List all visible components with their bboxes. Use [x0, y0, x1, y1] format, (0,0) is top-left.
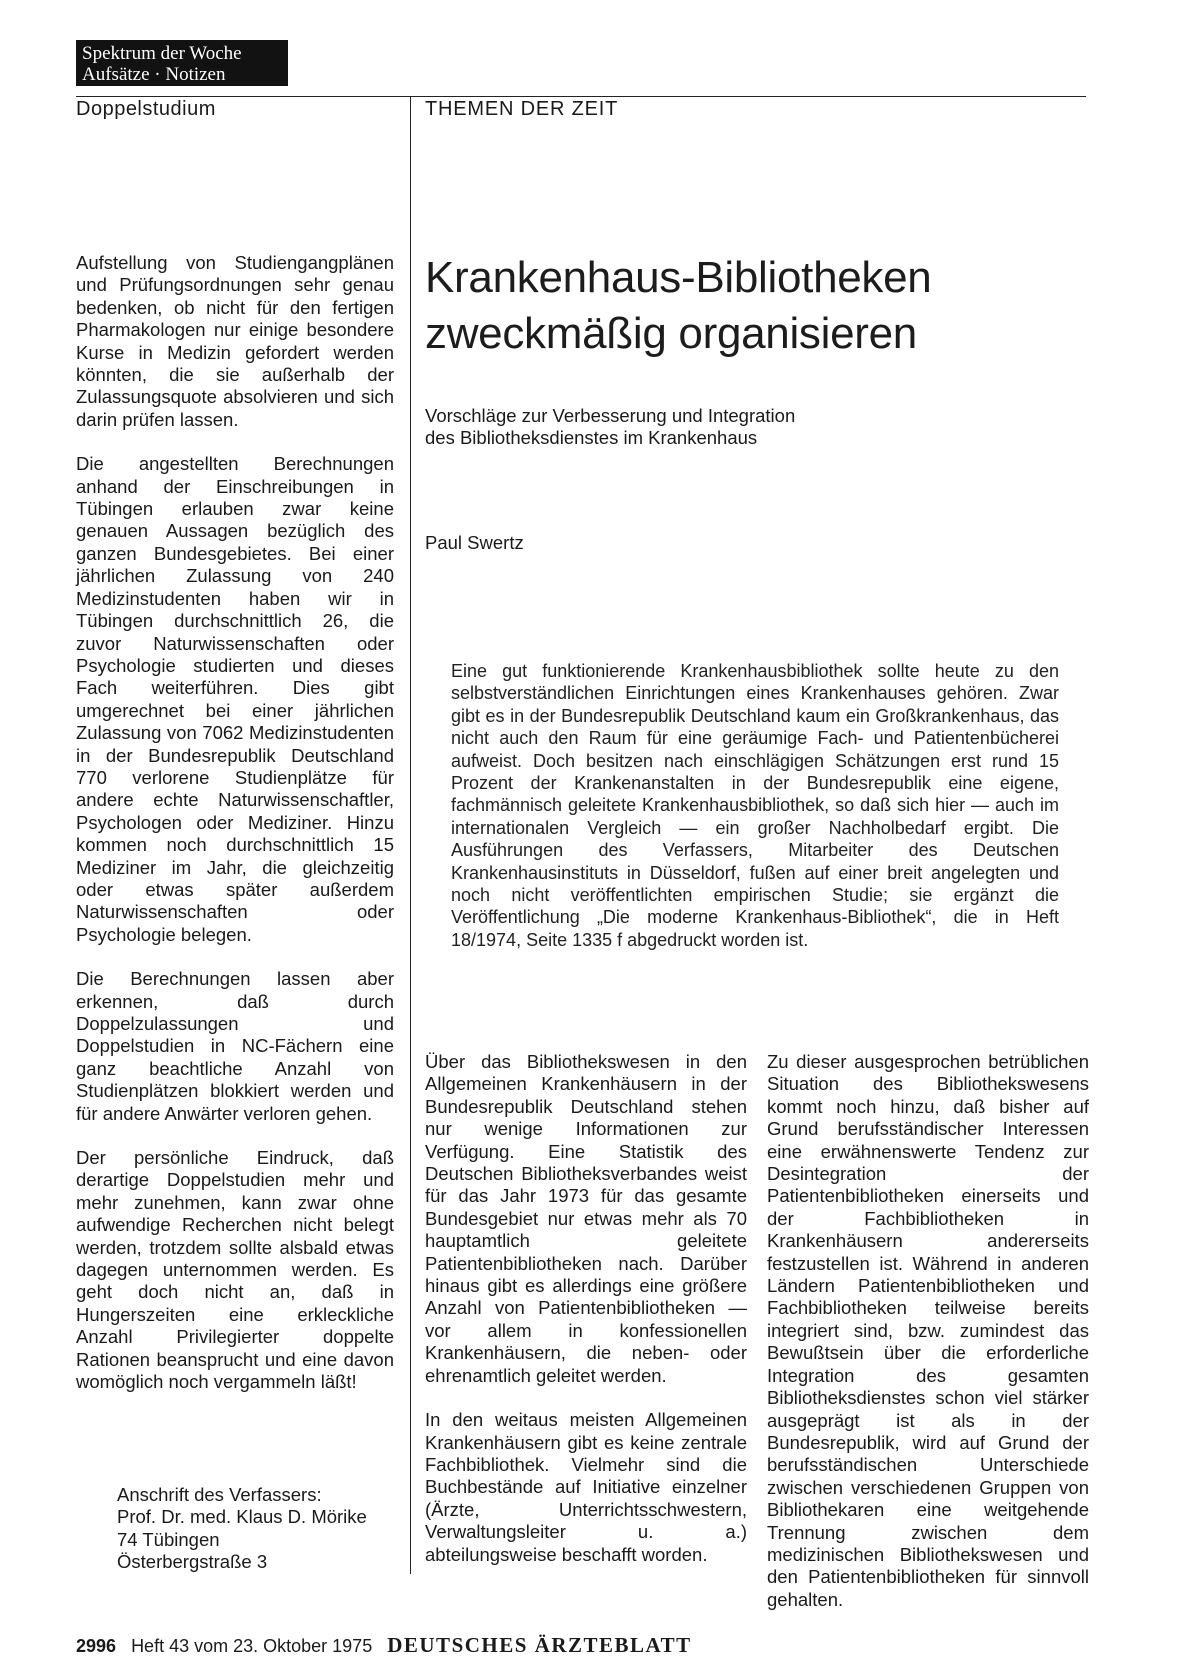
left-paragraph-2: Die angestellten Berechnungen anhand der Einschreibungen in Tübingen erlauben zwar keine genauen Aussagen bezüglich des ganzen Bundesgebietes. Bei einer jährlichen Zulassung von 240 Medizinstudenten haben wir in Tübingen durchschnittlich 26, die zuvor Naturwissenschaften oder Psychologie studierten und dieses Fach weiterführen. Dies gibt umgerechnet bei einer jährlichen Zulassung von 7062 Medizinstudenten in der Bundesrepublik Deutschland 770 verlorene Studienplätze für andere echte Naturwissenschaftler, Psychologen oder Mediziner. Hinzu kommen noch durchschnittlich 15 Mediziner im Jahr, die gleichzeitig oder etwas später außerdem Naturwissenschaften oder Psychologie belegen.	[76, 453, 394, 945]
page-footer	[76, 1633, 692, 1658]
article-column-middle	[425, 1051, 747, 1588]
author-address	[117, 1484, 407, 1574]
article-subtitle-line-2: des Bibliotheksdienstes im Krankenhaus	[425, 427, 758, 448]
column-divider	[410, 96, 411, 1574]
article-title	[425, 250, 1085, 362]
address-street: Österbergstraße 3	[117, 1551, 268, 1573]
article-column-right	[767, 1051, 1089, 1633]
address-name: Prof. Dr. med. Klaus D. Mörike	[117, 1506, 367, 1528]
article-intro: Eine gut funktionierende Krankenhausbibliothek sollte heute zu den selbstverständlichen Einrichtungen eines Krankenhauses gehören. Zwar gibt es in der Bundesrepublik Deutschland kaum ein Großkrankenhaus, das nicht auch den Raum für eine geräumige Fach- und Patientenbücherei aufweist. Doch besitzen nach einschlägigen Schätzungen erst rund 15 Prozent der Krankenanstalten in der Bundesrepublik eine eigene, fachmännisch geleitete Krankenhausbibliothek, so daß sich hier — auch im internationalen Vergleich — ein großer Nachholbedarf ergibt. Die Ausführungen des Verfassers, Mitarbeiter des Deutschen Krankenhausinstituts in Düsseldorf, fußen auf einer breit angelegten und noch nicht veröffentlichten empirischen Studie; sie ergänzt die Veröffentlichung „Die moderne Krankenhaus-Bibliothek“, die in Heft 18/1974, Seite 1335 f abgedruckt worden ist.	[451, 661, 1059, 950]
address-city: 74 Tübingen	[117, 1528, 220, 1550]
masthead-box	[76, 40, 288, 86]
article-subtitle	[425, 405, 1085, 449]
mid-paragraph-1: Über das Bibliothekswesen in den Allgemeinen Krankenhäusern in der Bundesrepublik Deutschland stehen nur wenige Informationen zur Verfügung. Eine Statistik des Deutschen Bibliotheksverbandes weist für das Jahr 1973 für das gesamte Bundesgebiet nur etwas mehr als 70 hauptamtlich geleitete Patientenbibliotheken nach. Darüber hinaus gibt es allerdings eine größere Anzahl von Patientenbibliotheken — vor allem in konfessionellen Krankenhäusern, die neben- oder ehrenamtlich geleitet werden.	[425, 1051, 747, 1386]
masthead-line-2: Aufsätze · Notizen	[82, 64, 226, 85]
journal-name: DEUTSCHES ÄRZTEBLATT	[387, 1633, 692, 1657]
header-rule	[76, 96, 1086, 97]
right-paragraph-1: Zu dieser ausgesprochen betrüblichen Situation des Bibliothekswesens kommt noch hinzu, daß bisher auf Grund berufsständischer Interessen eine erwähnenswerte Tendenz zur Desintegration der Patientenbibliotheken einerseits und der Fachbibliotheken in Krankenhäusern andererseits festzustellen ist. Während in anderen Ländern Patientenbibliotheken und Fachbibliotheken teilweise bereits integriert sind, bzw. zumindest das Bewußtsein über die erforderliche Integration des gesamten Bibliotheksdienstes schon viel stärker ausgeprägt ist als in der Bundesrepublik, wird auf Grund der berufsständischen Unterschiede zwischen verschiedenen Gruppen von Bibliothekaren eine weitgehende Trennung zwischen dem medizinischen Bibliothekswesen und den Patientenbibliotheken für sinnvoll gehalten.	[767, 1051, 1089, 1610]
section-label-right: THEMEN DER ZEIT	[425, 98, 619, 120]
article-title-line-1: Krankenhaus-Bibliotheken	[425, 253, 932, 302]
masthead-line-1: Spektrum der Woche	[82, 43, 242, 64]
article-title-line-2: zweckmäßig organisieren	[425, 309, 917, 358]
article-subtitle-line-1: Vorschläge zur Verbesserung und Integration	[425, 405, 796, 426]
left-column	[76, 252, 394, 1416]
section-label-left: Doppelstudium	[76, 98, 216, 120]
left-paragraph-4: Der persönliche Eindruck, daß derartige Doppelstudien mehr und mehr zunehmen, kann zwar ohne aufwendige Recherchen nicht belegt werden, trotzdem sollte alsbald etwas dagegen unternommen werden. Es geht doch nicht an, daß in Hungerszeiten eine erkleckliche Anzahl Privilegierter doppelte Rationen beansprucht und eine davon womöglich noch vergammeln läßt!	[76, 1147, 394, 1393]
page-number: 2996	[76, 1636, 117, 1656]
mid-paragraph-2: In den weitaus meisten Allgemeinen Krankenhäusern gibt es keine zentrale Fachbibliothek. Vielmehr sind die Buchbestände auf Initiative einzelner (Ärzte, Unterrichtsschwestern, Verwaltungsleiter u. a.) abteilungsweise beschafft worden.	[425, 1409, 747, 1565]
left-paragraph-1: Aufstellung von Studiengangplänen und Prüfungsordnungen sehr genau bedenken, ob nicht für den fertigen Pharmakologen nur einige besondere Kurse in Medizin gefordert werden könnten, die sie außerhalb der Zulassungsquote absolvieren und sich darin prüfen lassen.	[76, 252, 394, 430]
article-author: Paul Swertz	[425, 532, 524, 553]
issue-info: Heft 43 vom 23. Oktober 1975	[131, 1636, 373, 1656]
left-paragraph-3: Die Berechnungen lassen aber erkennen, daß durch Doppelzulassungen und Doppelstudien in NC-Fächern eine ganz beachtliche Anzahl von Studienplätzen blokkiert werden und für andere Anwärter verloren gehen.	[76, 968, 394, 1124]
address-label: Anschrift des Verfassers:	[117, 1484, 322, 1505]
